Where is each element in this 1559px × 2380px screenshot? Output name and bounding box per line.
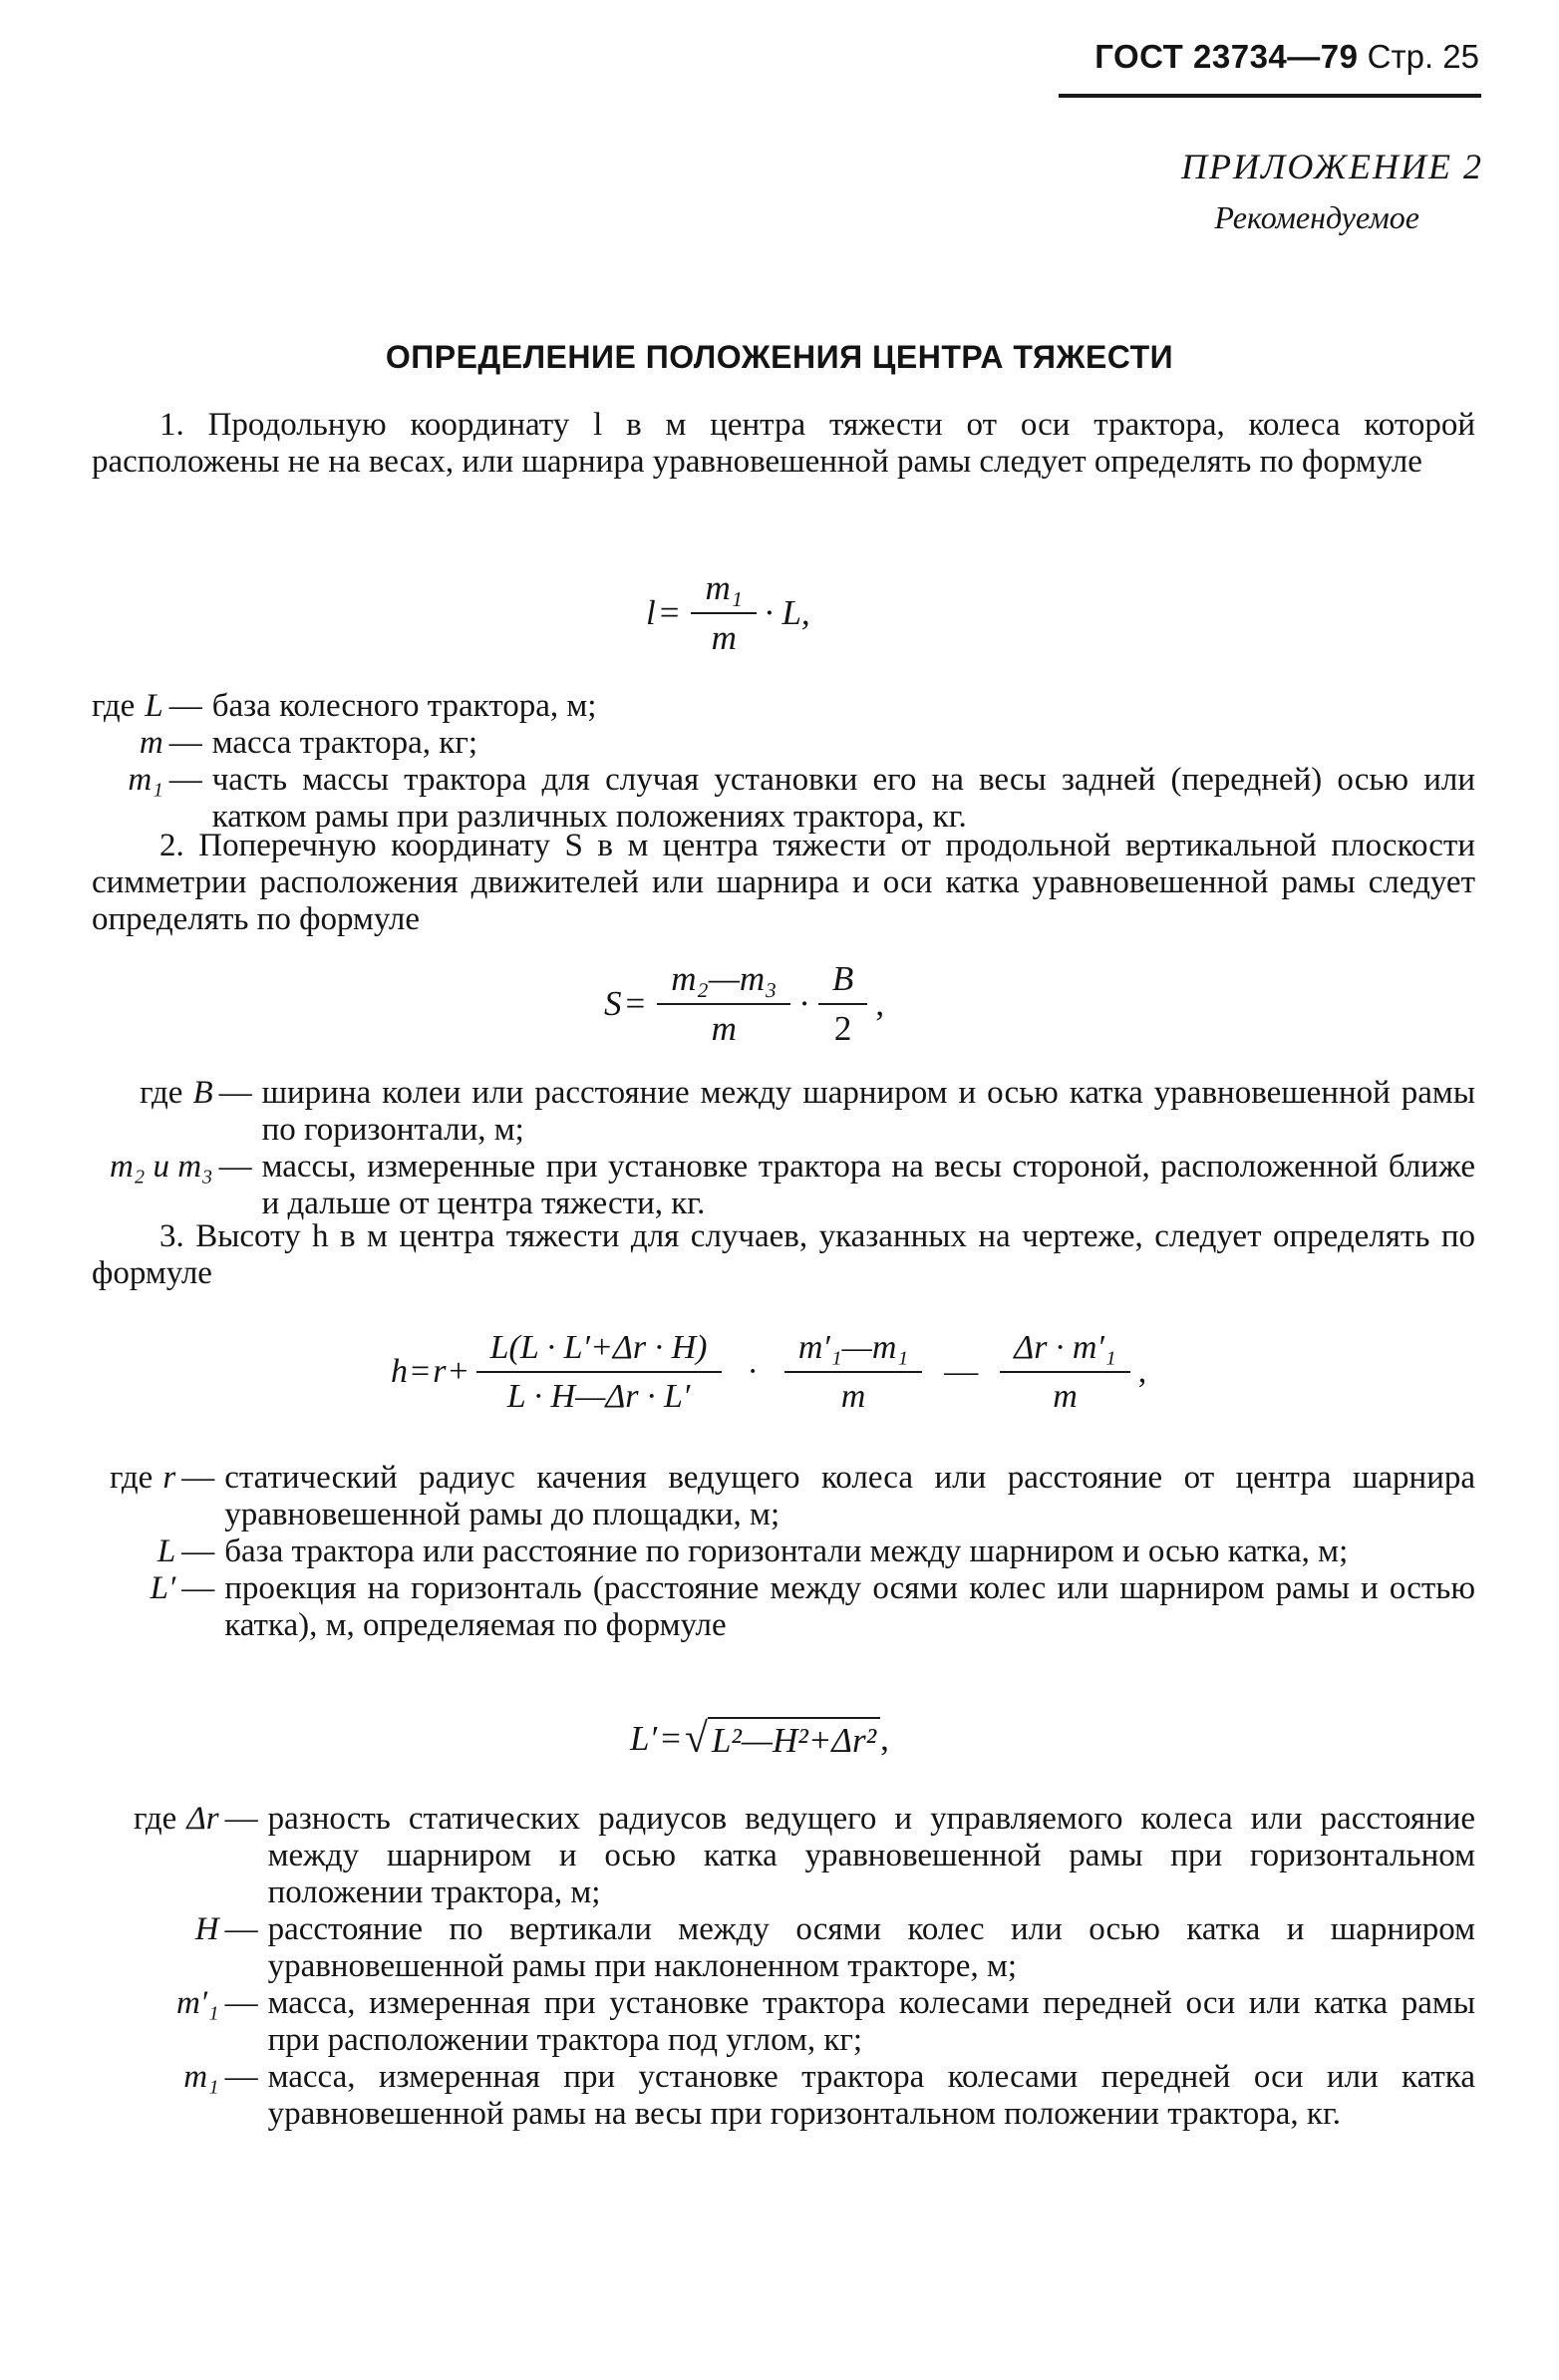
formula-3-plus: + [449,1353,468,1391]
definition-row [110,1149,1475,1222]
definition-row [92,762,1475,836]
definitions-2 [110,1075,1475,1222]
definition-dash: — [224,1911,258,1947]
definition-lead: где [110,1460,154,1496]
definition-symbol: m₂ и m₃ [110,1149,213,1185]
definition-dash: — [224,1801,258,1837]
paragraph-2 [92,828,1475,938]
definitions-3 [110,1460,1475,1644]
formula-2-numerator-2: B [818,959,867,1005]
formula-3-denominator-1: L · H—Δr · L′ [506,1378,691,1416]
definition-symbol: Δr [186,1801,219,1837]
formula-3-denominator-2: m [840,1378,866,1416]
definition-row [134,1985,1475,2059]
formula-2-fraction-2 [818,959,867,1050]
formula-3-comma: , [1137,1353,1147,1391]
definition-dash: — [218,1149,252,1185]
definition-symbol: L [145,688,163,724]
definition-dash: — [168,688,202,724]
definition-lead: где [134,1801,177,1837]
definition-symbol-cell [134,1911,225,1985]
page-number: Стр. 25 [1367,38,1479,75]
formula-3-numerator-3: Δr · m′₁ [1000,1328,1130,1373]
definition-symbol: m₁ [128,762,163,798]
definitions-3-table [110,1460,1475,1644]
formula-2-eq: = [625,984,646,1024]
formula-3-fraction-2 [784,1328,922,1416]
formula-1-denominator: m [711,618,737,658]
definition-symbol-cell [92,725,169,762]
formula-3-fraction-1 [476,1328,722,1416]
definition-symbol-cell [134,1985,225,2059]
formula-2-numerator-1: m₂—m₃ [657,959,790,1005]
definition-text: база трактора или расстояние по горизонтали между шарниром и осью катка, м; [224,1533,1349,1569]
definition-dash: — [181,1533,215,1569]
definition-row [110,1570,1475,1644]
definition-text: база колесного трактора, м; [211,688,597,724]
definition-lead: где [92,688,136,724]
formula-3-numerator-1: L(L · L′+Δr · H) [476,1328,722,1373]
definition-symbol: m₁ [183,2059,219,2095]
definition-text: проекция на горизонталь (расстояние между осями колес или шарниром рамы и остью катка), м, определяемая по формуле [224,1570,1475,1643]
definition-symbol: r [162,1460,176,1496]
definitions-4 [134,1801,1475,2133]
paragraph-2-text: 2. Поперечную координату S в м центра тяжести от продольной вертикальной плоскости симметрии расположения движителей или шарнира и оси катка уравновешенной рамы следует определять по формуле [92,828,1475,937]
formula-2-fraction-1 [657,959,790,1050]
definition-lead: где [140,1075,183,1111]
formula-1-eq: = [659,593,680,633]
appendix-status: Рекомендуемое [1214,199,1419,235]
formula-3-dot: · [747,1353,759,1391]
definition-symbol-cell [92,688,169,725]
definition-row [134,1801,1475,1911]
formula-2-comma: , [875,984,885,1024]
formula-2-denominator-2: 2 [833,1009,852,1049]
formula-2-dot: · [798,984,810,1024]
definition-row [134,1911,1475,1985]
definition-symbol: L [156,1533,176,1569]
formula-longitudinal [646,568,810,659]
formula-3-fraction-3 [1000,1328,1130,1416]
definition-text: масса трактора, кг; [211,725,478,761]
formula-height [391,1328,1146,1416]
formula-3-r: r [433,1353,447,1391]
definition-dash: — [218,1075,252,1111]
definition-text: масса, измеренная при установке трактора колесами передней оси или катка уравновешенной рамы на весы при горизонтальном положении трактора, кг. [267,2059,1475,2132]
definition-symbol-cell [92,762,169,836]
definitions-2-table [110,1075,1475,1222]
formula-1-numerator: m₁ [691,568,756,614]
definition-row [110,1533,1475,1570]
definition-text: статический радиус качения ведущего колеса или расстояние от центра шарнира уравновешенной рамы до площадки, м; [224,1460,1475,1532]
definition-symbol-cell [110,1149,219,1222]
formula-4-lhs: L′ [630,1719,658,1758]
definition-row [92,688,1475,725]
definition-row [110,1460,1475,1533]
formula-1-tail: · L, [764,593,810,633]
definition-dash: — [168,762,202,798]
formula-2-denominator-1: m [711,1009,737,1049]
sqrt-icon: √ [684,1716,708,1762]
formula-1-fraction [691,568,756,659]
definition-text: масса, измеренная при установке трактора колесами передней оси или катка рамы при расположении трактора под углом, кг; [267,1985,1475,2058]
definition-symbol-cell [110,1075,219,1149]
formula-4-radicand: L²—H²+Δr² [708,1717,880,1761]
appendix-title: ПРИЛОЖЕНИЕ 2 [1181,147,1483,186]
paragraph-1-text: 1. Продольную координату l в м центра тяжести от оси трактора, колеса которой расположены не на весах, или шарнира уравновешенной рамы следует определять по формуле [92,407,1475,480]
definition-dash: — [181,1570,215,1606]
definition-symbol: B [192,1075,213,1111]
definition-text: разность статических радиусов ведущего и управляемого колеса или расстояние между шарниром и осью катка уравновешенной рамы при горизонтальном положении трактора, м; [267,1801,1475,1910]
formula-3-numerator-2: m′₁—m₁ [784,1328,922,1373]
definition-text: часть массы трактора для случая установки его на весы задней (передней) осью или катком рамы при различных положениях трактора, кг. [211,762,1475,835]
page-header [1094,38,1479,76]
definition-symbol: m [139,725,163,761]
definition-row [92,725,1475,762]
formula-2-lhs: S [604,984,622,1024]
definition-symbol-cell [134,1801,225,1911]
formula-3-minus: — [944,1353,979,1391]
definition-row [134,2059,1475,2133]
formula-1-lhs: l [646,593,656,633]
definitions-1-table [92,688,1475,836]
formula-3-eq: = [411,1353,431,1391]
standard-number: ГОСТ 23734—79 [1094,38,1359,75]
definition-symbol-cell [110,1460,181,1533]
definition-symbol: H [194,1911,219,1947]
formula-4-eq: = [661,1719,681,1758]
formula-3-lhs: h [391,1353,408,1391]
formula-4-comma: , [880,1719,889,1758]
definition-symbol-cell [134,2059,225,2133]
paragraph-1 [92,407,1475,481]
definition-dash: — [181,1460,215,1496]
formula-transverse [604,959,884,1050]
definition-symbol-cell [110,1533,181,1570]
definition-dash: — [224,2059,258,2095]
definitions-1 [92,688,1475,836]
definition-row [110,1075,1475,1149]
definition-symbol-cell [110,1570,181,1644]
header-rule [1059,94,1481,98]
definition-dash: — [168,725,202,761]
formula-projection [630,1715,889,1763]
definition-dash: — [224,1985,258,2021]
paragraph-3-text: 3. Высоту h в м центра тяжести для случаев, указанных на чертеже, следует определять по формуле [92,1218,1475,1291]
definitions-4-table [134,1801,1475,2133]
definition-text: ширина колеи или расстояние между шарниром и осью катка уравновешенной рамы по горизонтали, м; [261,1075,1475,1148]
definition-text: массы, измеренные при установке трактора на весы стороной, расположенной ближе и дальше от центра тяжести, кг. [261,1149,1475,1221]
paragraph-3 [92,1218,1475,1292]
definition-symbol: L′ [150,1570,176,1606]
definition-text: расстояние по вертикали между осями колес или осью катка и шарниром уравновешенной рамы при наклоненном тракторе, м; [267,1911,1475,1984]
formula-3-denominator-3: m [1053,1378,1078,1416]
definition-symbol: m′₁ [176,1985,219,2021]
document-title: ОПРЕДЕЛЕНИЕ ПОЛОЖЕНИЯ ЦЕНТРА ТЯЖЕСТИ [385,339,1174,375]
